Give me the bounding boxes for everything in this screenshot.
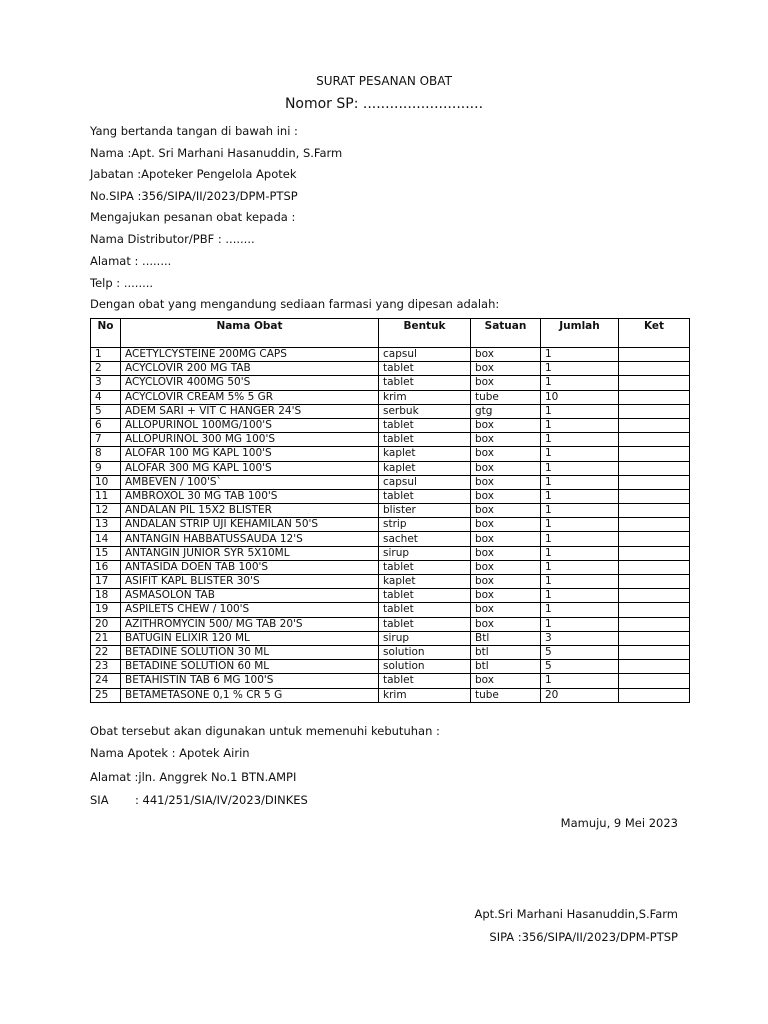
cell-nama-obat: BETAHISTIN TAB 6 MG 100'S: [121, 674, 379, 688]
cell-ket: [619, 390, 690, 404]
table-row: [91, 617, 690, 631]
cell-no: 4: [91, 390, 121, 404]
cell-no: 10: [91, 475, 121, 489]
cell-nama-obat: ASMASOLON TAB: [121, 589, 379, 603]
table-row: [91, 348, 690, 362]
cell-jumlah: 1: [541, 404, 619, 418]
cell-no: 16: [91, 560, 121, 574]
cell-satuan: box: [471, 575, 541, 589]
cell-ket: [619, 546, 690, 560]
cell-ket: [619, 660, 690, 674]
cell-bentuk: solution: [379, 660, 471, 674]
cell-ket: [619, 532, 690, 546]
cell-bentuk: krim: [379, 688, 471, 702]
cell-jumlah: 1: [541, 589, 619, 603]
table-row: [91, 560, 690, 574]
cell-satuan: box: [471, 433, 541, 447]
cell-bentuk: kaplet: [379, 575, 471, 589]
cell-no: 7: [91, 433, 121, 447]
cell-ket: [619, 418, 690, 432]
cell-bentuk: tablet: [379, 603, 471, 617]
cell-nama-obat: BETAMETASONE 0,1 % CR 5 G: [121, 688, 379, 702]
cell-nama-obat: AMBEVEN / 100'S`: [121, 475, 379, 489]
table-row: [91, 674, 690, 688]
cell-ket: [619, 617, 690, 631]
cell-ket: [619, 489, 690, 503]
cell-satuan: box: [471, 532, 541, 546]
cell-ket: [619, 603, 690, 617]
cell-nama-obat: ADEM SARI + VIT C HANGER 24'S: [121, 404, 379, 418]
pharmacy-sia-label: SIA: [90, 793, 109, 807]
cell-jumlah: 1: [541, 518, 619, 532]
cell-jumlah: 1: [541, 376, 619, 390]
cell-nama-obat: ANDALAN PIL 15X2 BLISTER: [121, 504, 379, 518]
cell-no: 22: [91, 645, 121, 659]
cell-ket: [619, 404, 690, 418]
cell-no: 5: [91, 404, 121, 418]
cell-nama-obat: ANTANGIN HABBATUSSAUDA 12'S: [121, 532, 379, 546]
cell-nama-obat: ANTANGIN JUNIOR SYR 5X10ML: [121, 546, 379, 560]
cell-ket: [619, 348, 690, 362]
cell-satuan: Btl: [471, 631, 541, 645]
cell-satuan: box: [471, 589, 541, 603]
order-table: [90, 318, 690, 703]
cell-jumlah: 1: [541, 532, 619, 546]
table-row: [91, 489, 690, 503]
table-row: [91, 546, 690, 560]
cell-bentuk: tablet: [379, 589, 471, 603]
cell-bentuk: tablet: [379, 489, 471, 503]
date-location: Mamuju, 9 Mei 2023: [560, 816, 678, 830]
cell-ket: [619, 688, 690, 702]
cell-no: 1: [91, 348, 121, 362]
cell-bentuk: krim: [379, 390, 471, 404]
cell-bentuk: sirup: [379, 546, 471, 560]
table-row: [91, 688, 690, 702]
cell-satuan: box: [471, 504, 541, 518]
cell-ket: [619, 518, 690, 532]
cell-jumlah: 1: [541, 362, 619, 376]
cell-jumlah: 1: [541, 674, 619, 688]
cell-bentuk: tablet: [379, 617, 471, 631]
cell-ket: [619, 433, 690, 447]
cell-nama-obat: BATUGIN ELIXIR 120 ML: [121, 631, 379, 645]
cell-no: 23: [91, 660, 121, 674]
cell-ket: [619, 631, 690, 645]
cell-nama-obat: BETADINE SOLUTION 30 ML: [121, 645, 379, 659]
table-row: [91, 518, 690, 532]
cell-jumlah: 1: [541, 461, 619, 475]
table-row: [91, 475, 690, 489]
cell-nama-obat: ANDALAN STRIP UJI KEHAMILAN 50'S: [121, 518, 379, 532]
cell-satuan: box: [471, 674, 541, 688]
cell-no: 3: [91, 376, 121, 390]
signature-name: Apt.Sri Marhani Hasanuddin,S.Farm: [474, 907, 678, 921]
table-row: [91, 631, 690, 645]
cell-nama-obat: ALOFAR 100 MG KAPL 100'S: [121, 447, 379, 461]
cell-jumlah: 1: [541, 489, 619, 503]
cell-no: 13: [91, 518, 121, 532]
cell-satuan: btl: [471, 660, 541, 674]
cell-no: 2: [91, 362, 121, 376]
distributor-phone: Telp : ........: [90, 276, 154, 290]
cell-satuan: box: [471, 461, 541, 475]
cell-satuan: gtg: [471, 404, 541, 418]
cell-satuan: tube: [471, 390, 541, 404]
cell-jumlah: 1: [541, 447, 619, 461]
cell-satuan: box: [471, 489, 541, 503]
cell-ket: [619, 461, 690, 475]
cell-no: 18: [91, 589, 121, 603]
cell-nama-obat: BETADINE SOLUTION 60 ML: [121, 660, 379, 674]
cell-jumlah: 1: [541, 504, 619, 518]
table-row: [91, 589, 690, 603]
cell-nama-obat: ASPILETS CHEW / 100'S: [121, 603, 379, 617]
signer-name: Nama :Apt. Sri Marhani Hasanuddin, S.Farm: [90, 146, 343, 160]
cell-no: 20: [91, 617, 121, 631]
cell-ket: [619, 504, 690, 518]
cell-bentuk: tablet: [379, 433, 471, 447]
cell-nama-obat: ACYCLOVIR 200 MG TAB: [121, 362, 379, 376]
order-number: Nomor SP: ...........................: [284, 96, 484, 112]
cell-ket: [619, 447, 690, 461]
cell-nama-obat: ACYCLOVIR CREAM 5% 5 GR: [121, 390, 379, 404]
table-row: [91, 362, 690, 376]
cell-ket: [619, 362, 690, 376]
cell-ket: [619, 376, 690, 390]
header-jumlah: Jumlah: [541, 319, 619, 348]
cell-satuan: box: [471, 603, 541, 617]
header-nama-obat: Nama Obat: [121, 319, 379, 348]
distributor-name: Nama Distributor/PBF : ........: [90, 232, 255, 246]
cell-nama-obat: AMBROXOL 30 MG TAB 100'S: [121, 489, 379, 503]
cell-jumlah: 1: [541, 603, 619, 617]
cell-satuan: box: [471, 617, 541, 631]
cell-no: 6: [91, 418, 121, 432]
cell-satuan: box: [471, 418, 541, 432]
document-title: SURAT PESANAN OBAT: [316, 74, 452, 88]
cell-jumlah: 5: [541, 660, 619, 674]
table-row: [91, 447, 690, 461]
cell-ket: [619, 645, 690, 659]
cell-jumlah: 20: [541, 688, 619, 702]
table-row: [91, 433, 690, 447]
cell-bentuk: capsul: [379, 475, 471, 489]
table-row: [91, 532, 690, 546]
cell-no: 19: [91, 603, 121, 617]
cell-nama-obat: ACYCLOVIR 400MG 50'S: [121, 376, 379, 390]
cell-nama-obat: ACETYLCYSTEINE 200MG CAPS: [121, 348, 379, 362]
cell-ket: [619, 589, 690, 603]
cell-no: 15: [91, 546, 121, 560]
cell-ket: [619, 674, 690, 688]
table-header-row: [91, 319, 690, 348]
cell-no: 24: [91, 674, 121, 688]
cell-no: 12: [91, 504, 121, 518]
cell-no: 21: [91, 631, 121, 645]
cell-jumlah: 1: [541, 617, 619, 631]
signer-sipa: No.SIPA :356/SIPA/II/2023/DPM-PTSP: [90, 189, 298, 203]
cell-jumlah: 1: [541, 560, 619, 574]
cell-jumlah: 5: [541, 645, 619, 659]
table-row: [91, 390, 690, 404]
cell-nama-obat: ALLOPURINOL 300 MG 100'S: [121, 433, 379, 447]
cell-no: 8: [91, 447, 121, 461]
cell-satuan: box: [471, 348, 541, 362]
cell-ket: [619, 475, 690, 489]
cell-satuan: box: [471, 475, 541, 489]
cell-bentuk: tablet: [379, 376, 471, 390]
cell-no: 14: [91, 532, 121, 546]
cell-satuan: box: [471, 560, 541, 574]
cell-nama-obat: ASIFIT KAPL BLISTER 30'S: [121, 575, 379, 589]
cell-bentuk: strip: [379, 518, 471, 532]
signer-position: Jabatan :Apoteker Pengelola Apotek: [90, 167, 297, 181]
header-ket: Ket: [619, 319, 690, 348]
cell-satuan: box: [471, 447, 541, 461]
cell-bentuk: capsul: [379, 348, 471, 362]
cell-satuan: box: [471, 546, 541, 560]
pharmacy-name: Nama Apotek : Apotek Airin: [90, 746, 250, 760]
cell-jumlah: 1: [541, 575, 619, 589]
cell-bentuk: tablet: [379, 560, 471, 574]
cell-no: 11: [91, 489, 121, 503]
cell-jumlah: 1: [541, 418, 619, 432]
table-row: [91, 575, 690, 589]
pharmacy-address: Alamat :jln. Anggrek No.1 BTN.AMPI: [90, 770, 297, 784]
pharmacy-sia-value: : 441/251/SIA/IV/2023/DINKES: [135, 793, 308, 807]
cell-nama-obat: ANTASIDA DOEN TAB 100'S: [121, 560, 379, 574]
cell-bentuk: serbuk: [379, 404, 471, 418]
cell-no: 25: [91, 688, 121, 702]
distributor-address: Alamat : ........: [90, 254, 172, 268]
cell-bentuk: solution: [379, 645, 471, 659]
cell-ket: [619, 560, 690, 574]
cell-bentuk: sirup: [379, 631, 471, 645]
cell-jumlah: 1: [541, 546, 619, 560]
table-row: [91, 645, 690, 659]
cell-nama-obat: ALOFAR 300 MG KAPL 100'S: [121, 461, 379, 475]
table-row: [91, 603, 690, 617]
table-row: [91, 376, 690, 390]
header-satuan: Satuan: [471, 319, 541, 348]
cell-nama-obat: AZITHROMYCIN 500/ MG TAB 20'S: [121, 617, 379, 631]
cell-bentuk: sachet: [379, 532, 471, 546]
cell-bentuk: kaplet: [379, 447, 471, 461]
signature-sipa: SIPA :356/SIPA/II/2023/DPM-PTSP: [489, 930, 678, 944]
cell-nama-obat: ALLOPURINOL 100MG/100'S: [121, 418, 379, 432]
header-no: No: [91, 319, 121, 348]
cell-no: 9: [91, 461, 121, 475]
cell-no: 17: [91, 575, 121, 589]
header-bentuk: Bentuk: [379, 319, 471, 348]
cell-satuan: tube: [471, 688, 541, 702]
cell-bentuk: kaplet: [379, 461, 471, 475]
cell-bentuk: tablet: [379, 362, 471, 376]
cell-jumlah: 10: [541, 390, 619, 404]
cell-jumlah: 1: [541, 348, 619, 362]
table-row: [91, 504, 690, 518]
cell-jumlah: 1: [541, 433, 619, 447]
table-row: [91, 418, 690, 432]
intro-text: Yang bertanda tangan di bawah ini :: [90, 124, 298, 138]
order-table-body: [91, 348, 690, 703]
order-intro-text: Dengan obat yang mengandung sediaan farmasi yang dipesan adalah:: [90, 297, 500, 311]
table-row: [91, 404, 690, 418]
cell-bentuk: blister: [379, 504, 471, 518]
usage-text: Obat tersebut akan digunakan untuk memenuhi kebutuhan :: [90, 724, 440, 738]
table-row: [91, 461, 690, 475]
table-row: [91, 660, 690, 674]
cell-satuan: box: [471, 376, 541, 390]
cell-ket: [619, 575, 690, 589]
cell-jumlah: 3: [541, 631, 619, 645]
cell-bentuk: tablet: [379, 674, 471, 688]
cell-jumlah: 1: [541, 475, 619, 489]
cell-satuan: btl: [471, 645, 541, 659]
cell-bentuk: tablet: [379, 418, 471, 432]
cell-satuan: box: [471, 362, 541, 376]
cell-satuan: box: [471, 518, 541, 532]
submission-text: Mengajukan pesanan obat kepada :: [90, 210, 296, 224]
